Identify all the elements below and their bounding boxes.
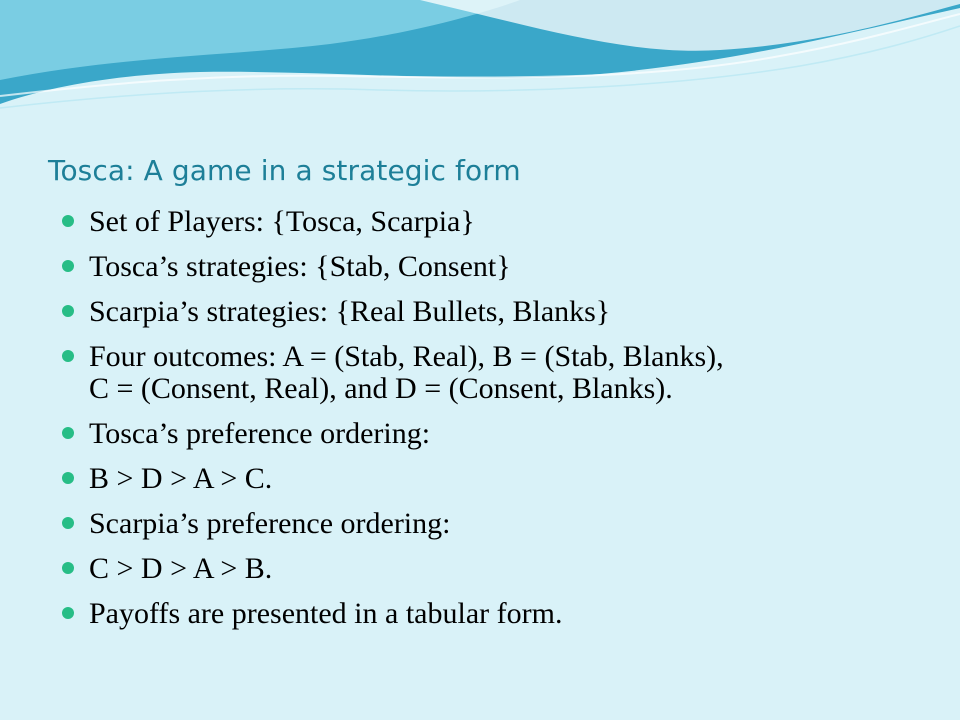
- slide-title: Tosca: A game in a strategic form: [48, 154, 521, 187]
- decorative-waves: [0, 0, 960, 130]
- bullet-dot-icon: [62, 517, 74, 529]
- bullet-text: Four outcomes: A = (Stab, Real), B = (Stab, Blanks),: [89, 340, 724, 373]
- bullet-dot-icon: [62, 215, 74, 227]
- bullet-text: B > D > A > C.: [89, 462, 273, 495]
- bullet-item-players: [62, 206, 922, 238]
- bullet-list: [62, 206, 922, 643]
- bullet-dot-icon: [62, 350, 74, 362]
- bullet-item-tosca-preference: [62, 418, 922, 450]
- bullet-text: Tosca’s preference ordering:: [89, 417, 431, 450]
- bullet-text: Scarpia’s strategies: {Real Bullets, Blanks}: [89, 295, 611, 328]
- bullet-dot-icon: [62, 607, 74, 619]
- bullet-text: Tosca’s strategies: {Stab, Consent}: [89, 250, 511, 283]
- bullet-item-outcomes: [62, 341, 922, 405]
- bullet-item-tosca-order: [62, 463, 922, 495]
- bullet-dot-icon: [62, 472, 74, 484]
- bullet-text-continued: C = (Consent, Real), and D = (Consent, Blanks).: [89, 372, 673, 405]
- bullet-dot-icon: [62, 427, 74, 439]
- bullet-text: C > D > A > B.: [89, 552, 273, 585]
- bullet-item-scarpia-strategies: [62, 296, 922, 328]
- bullet-dot-icon: [62, 562, 74, 574]
- bullet-item-scarpia-preference: [62, 508, 922, 540]
- bullet-text: Set of Players: {Tosca, Scarpia}: [89, 205, 475, 238]
- bullet-item-tosca-strategies: [62, 251, 922, 283]
- bullet-dot-icon: [62, 305, 74, 317]
- bullet-item-scarpia-order: [62, 553, 922, 585]
- bullet-dot-icon: [62, 260, 74, 272]
- bullet-text: Payoffs are presented in a tabular form.: [89, 597, 563, 630]
- bullet-text: Scarpia’s preference ordering:: [89, 507, 451, 540]
- bullet-item-payoffs: [62, 598, 922, 630]
